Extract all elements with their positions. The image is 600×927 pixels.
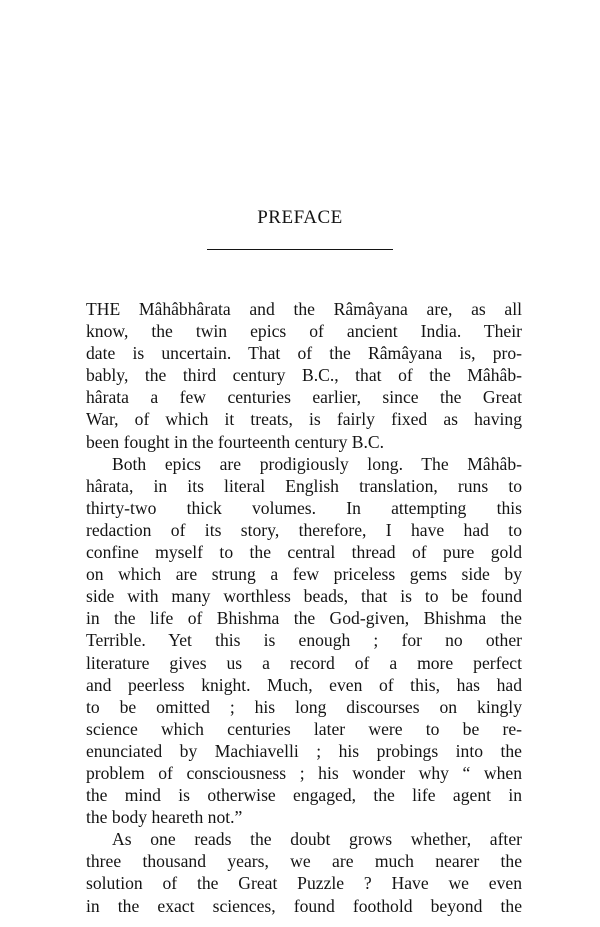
title-rule [207,249,393,250]
text-line: date is uncertain. That of the Râmâyana is, pro- [86,343,522,364]
text-line: the body heareth not.” [86,807,243,828]
text-line: bably, the third century B.C., that of the Mâhâb- [86,365,522,386]
text-line: been fought in the fourteenth century B.C. [86,431,385,452]
text-line: the mind is otherwise engaged, the life agent in [86,785,522,806]
text-line: side with many worthless beads, that is to be found [86,586,522,607]
paragraph-1 [86,298,522,453]
page-title: PREFACE [257,207,343,228]
text-line: know, the twin epics of ancient India. Their [86,321,522,342]
text-line: three thousand years, we are much nearer the [86,851,522,872]
paragraph-3 [86,828,522,916]
text-line: War, of which it treats, is fairly fixed as having [86,409,522,430]
text-line: problem of consciousness ; his wonder why “ when [86,762,522,783]
text-line: to be omitted ; his long discourses on kingly [86,696,522,717]
text-line: in the exact sciences, found foothold beyond the [86,895,522,916]
text-line: confine myself to the central thread of pure gold [86,542,522,563]
text-line: on which are strung a few priceless gems side by [86,564,522,585]
paragraph-2 [86,453,522,829]
text-line: hârata a few centuries earlier, since the Great [86,387,522,408]
text-line: solution of the Great Puzzle ? Have we even [86,873,522,894]
text-line: THE Mâhâbhârata and the Râmâyana are, as all [86,299,522,319]
text-line: science which centuries later were to be re- [86,718,522,739]
text-line: and peerless knight. Much, even of this, has had [86,674,522,695]
text-line: Terrible. Yet this is enough ; for no other [86,630,522,651]
text-line: redaction of its story, therefore, I have had to [86,519,522,540]
text-line: enunciated by Machiavelli ; his probings into the [86,740,522,761]
text-line: Both epics are prodigiously long. The Mâhâb- [112,453,522,474]
text-line: in the life of Bhishma the God-given, Bhishma the [86,608,522,629]
text-line: literature gives us a record of a more perfect [86,652,522,673]
text-line: hârata, in its literal English translation, runs to [86,475,522,496]
page-body [86,298,522,917]
text-line: thirty-two thick volumes. In attempting this [86,497,522,518]
text-line: As one reads the doubt grows whether, after [112,829,522,850]
